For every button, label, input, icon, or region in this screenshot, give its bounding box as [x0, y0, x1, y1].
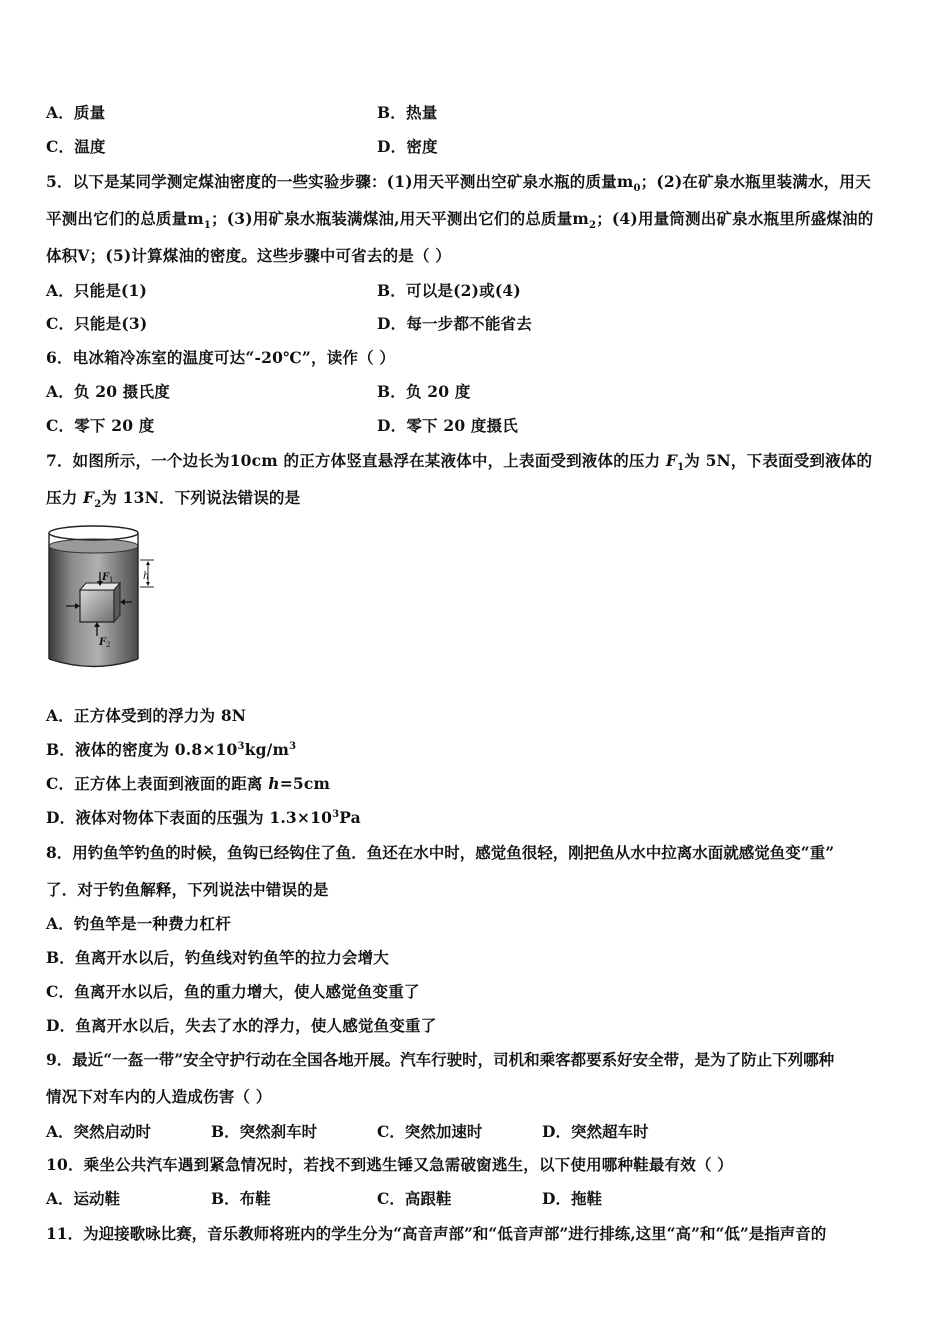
- q6-option-c: C．零下 20 度: [46, 416, 155, 435]
- fig-label-f1: F: [102, 572, 110, 583]
- q11-stem: 11．为迎接歌咏比赛，音乐教师将班内的学生分为“高音声部”和“低音声部”进行排练,这里“高”和“低”是指声音的: [46, 1224, 827, 1243]
- q9-option-a: A．突然启动时: [46, 1122, 152, 1141]
- q5-stem-line1: 5．以下是某同学测定煤油密度的一些实验步骤：(1)用天平测出空矿泉水瓶的质量$m_0$；(2)在矿泉水瓶里装满水，用天: [46, 172, 871, 195]
- q8-option-d: D．鱼离开水以后，失去了水的浮力，使人感觉鱼变重了: [46, 1016, 437, 1035]
- q5-option-d: D．每一步都不能省去: [377, 314, 532, 333]
- q8-stem-line2: 了．对于钓鱼解释，下列说法中错误的是: [46, 880, 329, 899]
- fig-label-f1-sub: 1: [109, 576, 114, 584]
- q8-option-b: B．鱼离开水以后，钓鱼线对钓鱼竿的拉力会增大: [46, 948, 390, 967]
- q5-stem-line2: 平测出它们的总质量$m_1$；(3)用矿泉水瓶装满煤油,用天平测出它们的总质量$m_2$；(4)用量筒测出矿泉水瓶里所盛煤油的: [46, 209, 874, 232]
- q7-option-a: A．正方体受到的浮力为 8N: [46, 706, 247, 725]
- cylinder-cube-figure: [44, 524, 162, 674]
- fig-label-f2: F: [99, 637, 107, 648]
- q10-option-a: A．运动鞋: [46, 1189, 121, 1208]
- q6-option-d: D．零下 20 度摄氏: [377, 416, 519, 435]
- q9-option-c: C．突然加速时: [377, 1122, 483, 1141]
- q5-option-b: B．可以是(2)或(4): [377, 281, 521, 300]
- q7-option-b: B．液体的密度为 $0.8\times 10^3kg/m^3$: [46, 740, 297, 759]
- q4-option-b: B．热量: [377, 103, 438, 122]
- q9-stem-line1: 9．最近“一盔一带”安全守护行动在全国各地开展。汽车行驶时，司机和乘客都要系好安全带，是为了防止下列哪种: [46, 1050, 835, 1069]
- q6-stem: 6．电冰箱冷冻室的温度可达“-20℃”，读作（ ）: [46, 348, 396, 367]
- q8-option-a: A．钓鱼竿是一种费力杠杆: [46, 914, 231, 933]
- q4-option-c: C．温度: [46, 137, 106, 156]
- q4-option-d: D．密度: [377, 137, 438, 156]
- q10-option-c: C．高跟鞋: [377, 1189, 452, 1208]
- q10-stem: 10．乘坐公共汽车遇到紧急情况时，若找不到逃生锤又急需破窗逃生，以下使用哪种鞋最有效（ ）: [46, 1155, 733, 1174]
- q7-option-d: D．液体对物体下表面的压强为 $1.3\times 10^3Pa$: [46, 808, 361, 827]
- q10-option-d: D．拖鞋: [542, 1189, 602, 1208]
- q8-option-c: C．鱼离开水以后，鱼的重力增大，使人感觉鱼变重了: [46, 982, 420, 1001]
- q5-option-a: A．只能是(1): [46, 281, 148, 300]
- q6-option-a: A．负 20 摄氏度: [46, 382, 170, 401]
- fig-label-h: h: [143, 571, 150, 582]
- q10-option-b: B．布鞋: [211, 1189, 271, 1208]
- q7-stem-line2: 压力 $F_2$为 13N．下列说法错误的是: [46, 488, 301, 511]
- q5-stem-line3: 体积V；(5)计算煤油的密度。这些步骤中可省去的是（ ）: [46, 246, 451, 265]
- q9-stem-line2: 情况下对车内的人造成伤害（ ）: [46, 1087, 272, 1106]
- q6-option-b: B．负 20 度: [377, 382, 471, 401]
- q9-option-d: D．突然超车时: [542, 1122, 649, 1141]
- q9-option-b: B．突然刹车时: [211, 1122, 318, 1141]
- q8-stem-line1: 8．用钓鱼竿钓鱼的时候，鱼钩已经钩住了鱼．鱼还在水中时，感觉鱼很轻，刚把鱼从水中拉离水面就感觉鱼变“重”: [46, 843, 835, 862]
- q4-option-a: A．质量: [46, 103, 106, 122]
- q7-option-c: C．正方体上表面到液面的距离 h=5cm: [46, 774, 331, 793]
- q5-option-c: C．只能是(3): [46, 314, 148, 333]
- fig-label-f2-sub: 2: [106, 641, 111, 649]
- q7-stem-line1: 7．如图所示，一个边长为10cm 的正方体竖直悬浮在某液体中，上表面受到液体的压力 $F_1$为 5N，下表面受到液体的: [46, 451, 873, 474]
